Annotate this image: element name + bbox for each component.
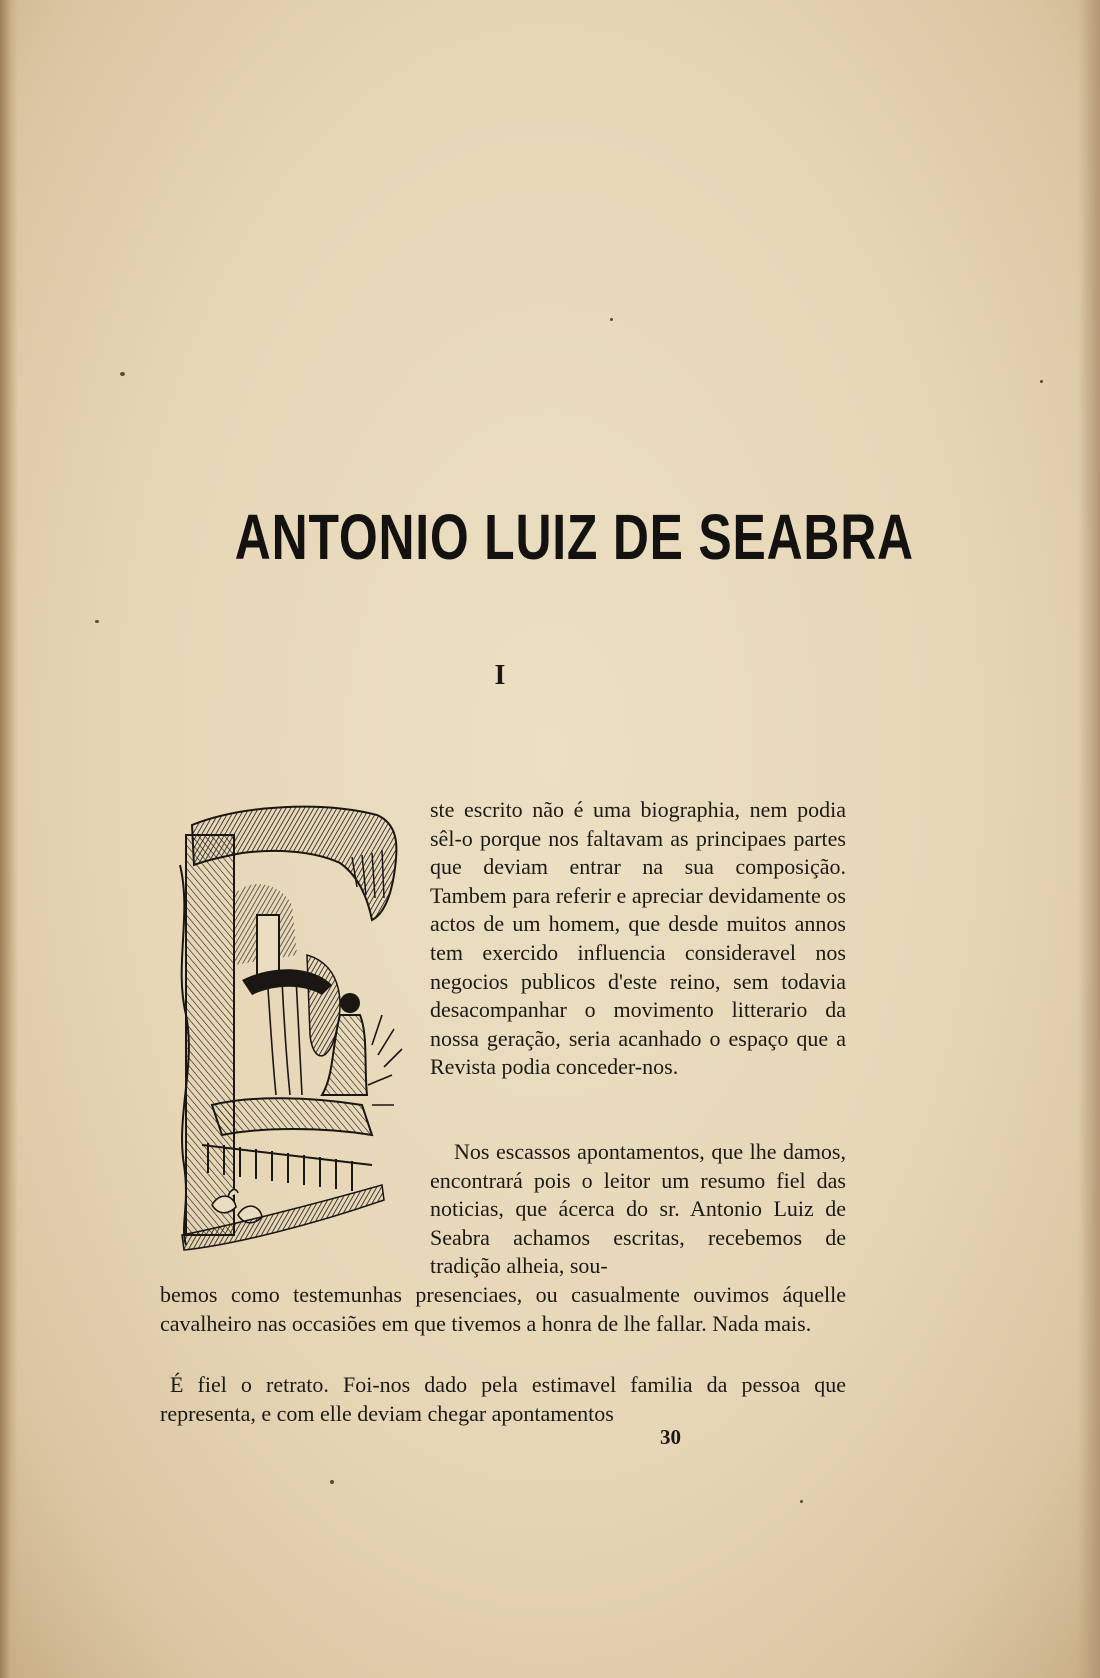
page-left-edge	[0, 0, 18, 1678]
paper-speck	[610, 318, 613, 321]
paragraph-second-continued: bemos como testemunhas presenciaes, ou casualmente ouvimos áquelle cavalheiro nas occasiões em que tivemos a honra de lhe fallar. Nada mais.	[160, 1282, 846, 1336]
paragraph-third: É fiel o retrato. Foi-nos dado pela estimavel familia da pessoa que representa, e com elle deviam chegar apontamentos	[160, 1372, 846, 1426]
engraved-initial-letter-E-icon	[172, 805, 407, 1265]
paper-speck	[95, 620, 99, 623]
paper-speck	[800, 1500, 803, 1503]
paper-speck	[1040, 380, 1043, 383]
section-number: I	[494, 660, 506, 691]
paper-speck	[330, 1480, 334, 1484]
article-title: ANTONIO LUIZ DE SEABRA	[234, 501, 914, 573]
page-right-edge	[1078, 0, 1100, 1678]
paragraph-second: Nos escassos apontamentos, que lhe damos, encontrará pois o leitor um resumo fiel das noticias, que ácerca do sr. Antonio Luiz de Seabra achamos escritas, recebemos de tradição alheia, sou-	[430, 1139, 846, 1279]
paragraph-opening: ste escrito não é uma biographia, nem podia sêl-o porque nos faltavam as principaes partes que deviam entrar na sua composição. Tambem para referir e apreciar devidamente os actos de um homem, que desde muitos annos tem exercido influencia consideravel nos negocios publicos d'este reino, sem todavia desacompanhar o movimento litterario da nossa geração, seria acanhado o espaço que a Revista podia conceder-nos.	[430, 797, 846, 1080]
paper-speck	[120, 372, 125, 376]
signature-number: 30	[660, 1425, 681, 1449]
